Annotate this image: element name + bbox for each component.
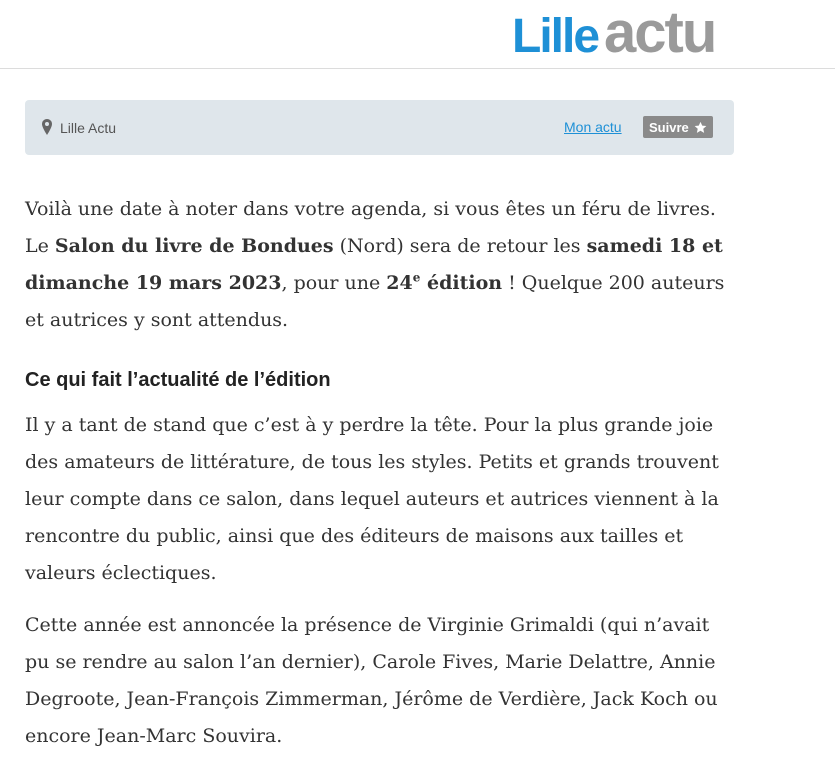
edition-word: édition (420, 272, 503, 294)
source-name[interactable]: Lille Actu (60, 120, 117, 136)
intro-bold-salon: Salon du livre de Bondues (54, 235, 334, 257)
site-header (0, 0, 835, 69)
logo-part-lille: Lille (512, 10, 599, 63)
map-pin-icon (42, 119, 52, 135)
section-heading: Ce qui fait l’actualité de l’édition (25, 369, 331, 391)
article-paragraph-2: Il y a tant de stand que c’est à y perdre la tête. Pour la plus grande joie des amateurs de littérature, de tous les styles. Petits et grands trouvent leur compte dans ce salon, dans lequel auteurs et autrices viennent à la rencontre du public, ainsi que des éditeurs de maisons aux tailles et valeurs éclectiques. (25, 414, 719, 584)
mon-actu-link[interactable]: Mon actu (564, 119, 622, 135)
star-icon (694, 121, 707, 134)
edition-number: 24 (386, 272, 413, 294)
follow-button[interactable] (643, 116, 713, 138)
intro-bold-dates: samedi 18 et dimanche 19 mars 2023 (25, 235, 723, 294)
intro-text-4: ! Quelque 200 auteurs et autrices y sont attendus. (25, 272, 725, 331)
logo-part-actu: actu (604, 0, 716, 65)
follow-label: Suivre (649, 119, 689, 135)
intro-text-1: Voilà une date à noter dans votre agenda, si vous êtes un féru de livres. Le (25, 198, 716, 257)
intro-text-2: (Nord) sera de retour les (333, 235, 587, 257)
lille-actu-logo[interactable] (512, 0, 716, 65)
intro-bold-edition (386, 272, 502, 294)
article-intro-paragraph (25, 191, 735, 339)
edition-ordinal: e (412, 270, 421, 285)
article-paragraph-3: Cette année est annoncée la présence de Virginie Grimaldi (qui n’avait pu se rendre au salon l’an dernier), Carole Fives, Marie Delattre, Annie Degroote, Jean-François Zimmerman, Jérôme de Verdière, Jack Koch ou encore Jean-Marc Souvira. (25, 614, 718, 747)
source-bar (25, 100, 734, 155)
article-body (25, 191, 735, 755)
intro-text-3: , pour une (281, 272, 387, 294)
